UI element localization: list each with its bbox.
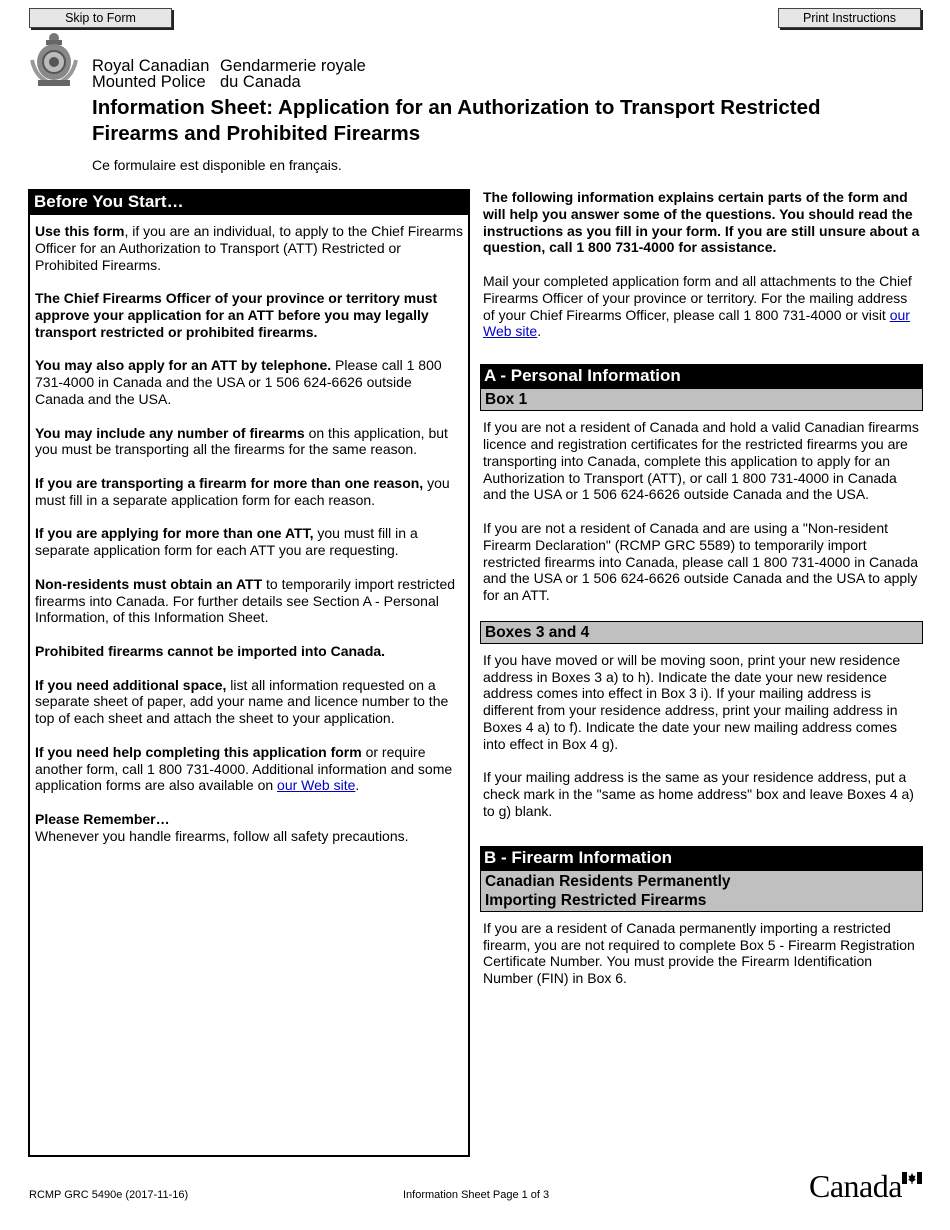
form-code: RCMP GRC 5490e (2017-11-16) — [29, 1189, 189, 1201]
section-b-paragraph: If you are a resident of Canada permanently importing a restricted firearm, you are not required to complete Box 5 - Firearm Registration Certificate Number. You must provide the Firearm Identification Number (FIN) in Box 6. — [483, 919, 915, 987]
before-you-start-heading: Before You Start… — [28, 189, 470, 215]
box-1-paragraph-2: If you are not a resident of Canada and are using a "Non-resident Firearm Declaration" (RCMP GRC 5589) to temporarily import restricted firearms into Canada, please call 1 800 731-4000 in Canada and the USA or 1 506 624-6626 outside Canada and the USA to apply for an ATT. — [483, 519, 919, 604]
canadian-residents-heading: Canadian Residents Permanently Importing Restricted Firearms — [480, 870, 923, 912]
intro-paragraph: The following information explains certain parts of the form and will help you answer some of the questions. You should read the instructions as you fill in your form. If you are still unsure about a question, call 1 800 731-4000 for assistance. — [483, 189, 920, 256]
page-title: Information Sheet: Application for an Authorization to Transport Restricted Firearms and Prohibited Firearms — [92, 96, 821, 145]
french-availability-note: Ce formulaire est disponible en français. — [92, 157, 342, 173]
boxes-3-4-heading: Boxes 3 and 4 — [480, 621, 923, 644]
help-paragraph: If you need help completing this application form or require another form, call 1 800 731-4000. Additional information and some application forms are also available on our Web site. — [35, 743, 453, 794]
instructions-column — [480, 189, 923, 1004]
multiple-att-paragraph: If you are applying for more than one ATT, you must fill in a separate application form for each ATT you are requesting. — [35, 525, 418, 559]
boxes-3-4-paragraph-1: If you have moved or will be moving soon, print your new residence address in Boxes 3 a) to h). Indicate the date your new residence address comes into effect in Box 3 i). If your mailing address is different from your residence address, print your mailing address in Boxes 4 a) to f). Indicate the date your new mailing address comes into effect in Box 4 g). — [483, 651, 901, 752]
skip-to-form-button[interactable]: Skip to Form — [29, 8, 172, 28]
before-you-start-panel — [28, 189, 470, 1157]
canada-wordmark: Canada — [809, 1168, 902, 1204]
mail-paragraph: Mail your completed application form and all attachments to the Chief Firearms Officer of your province or territory. For the mailing address of your Chief Firearms Officer, please call 1 800 731-4000 or visit our Web site. — [483, 272, 912, 340]
rcmp-crest-icon — [28, 30, 80, 88]
cfo-approval-paragraph: The Chief Firearms Officer of your province or territory must approve your application for an ATT before you may legally transport restricted or prohibited firearms. — [35, 290, 438, 340]
telephone-paragraph: You may also apply for an ATT by telephone. Please call 1 800 731-4000 in Canada and the USA or 1 506 624-6626 outside Canada and the USA. — [35, 357, 442, 407]
additional-space-paragraph: If you need additional space, list all information requested on a separate sheet of paper, add your name and licence number to the top of each sheet and attach the sheet to your application. — [35, 676, 449, 727]
prohibited-paragraph: Prohibited firearms cannot be imported into Canada. — [35, 642, 386, 659]
agency-name-french: Gendarmerie royale du Canada — [220, 57, 366, 91]
use-form-paragraph: Use this form, if you are an individual, to apply to the Chief Firearms Officer for an Authorization to Transport (ATT) Restricted or Prohibited Firearms. — [35, 223, 463, 273]
firearms-number-paragraph: You may include any number of firearms on this application, but you must be transporting all the firearms for the same reason. — [35, 424, 448, 458]
agency-name-english: Royal Canadian Mounted Police — [92, 57, 210, 91]
non-residents-paragraph: Non-residents must obtain an ATT to temporarily import restricted firearms into Canada. For further details see Section A - Personal Information, of this Information Sheet. — [35, 575, 456, 626]
boxes-3-4-paragraph-2: If your mailing address is the same as your residence address, put a check mark in the "same as home address" box and leave Boxes 4 a) to g) blank. — [483, 769, 914, 819]
page-number: Information Sheet Page 1 of 3 — [403, 1189, 550, 1201]
box-1-heading: Box 1 — [480, 388, 923, 411]
box-1-paragraph-1: If you are not a resident of Canada and hold a valid Canadian firearms licence and registration certificates for the restricted firearms you are transporting into Canada, complete this application to apply for an Authorization to Transport (ATT), or call 1 800 731-4000 in Canada and the USA or 1 506 624-6626 outside Canada and the USA. — [483, 419, 919, 503]
print-instructions-button[interactable]: Print Instructions — [778, 8, 921, 28]
canada-flag-icon — [902, 1172, 922, 1184]
cfo-web-site-link[interactable]: our Web site — [483, 306, 910, 340]
remember-paragraph: Please Remember… Whenever you handle firearms, follow all safety precautions. — [35, 810, 409, 844]
web-site-link[interactable]: our Web site — [277, 777, 356, 794]
section-a-heading: A - Personal Information — [480, 364, 923, 388]
multiple-reasons-paragraph: If you are transporting a firearm for more than one reason, you must fill in a separate application form for each reason. — [35, 474, 450, 508]
section-b-heading: B - Firearm Information — [480, 846, 923, 870]
